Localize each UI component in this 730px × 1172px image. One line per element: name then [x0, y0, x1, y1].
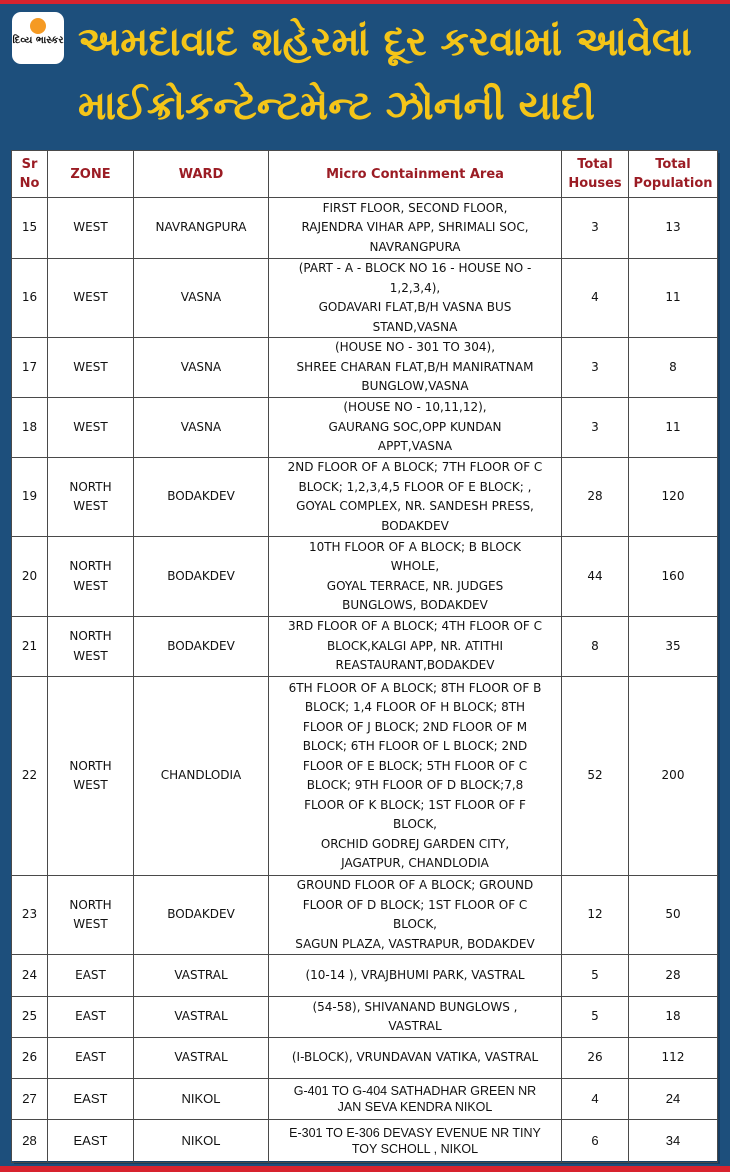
- table-row: [12, 617, 718, 677]
- cell-zone: WEST: [48, 259, 134, 338]
- cell-zone: EAST: [48, 955, 134, 997]
- cell-zone: NORTH WEST: [48, 537, 134, 617]
- containment-table-container: [11, 150, 717, 1161]
- cell-zone: EAST: [48, 1079, 134, 1120]
- logo-text: દિવ્ય ભાસ્કર: [12, 35, 64, 46]
- cell-houses: 4: [562, 259, 629, 338]
- cell-houses: 5: [562, 955, 629, 997]
- cell-ward: CHANDLODIA: [134, 677, 269, 876]
- cell-area: FIRST FLOOR, SECOND FLOOR, RAJENDRA VIHAR APP, SHRIMALI SOC, NAVRANGPURA: [269, 198, 562, 259]
- cell-population: 160: [629, 537, 718, 617]
- cell-ward: BODAKDEV: [134, 537, 269, 617]
- cell-zone: NORTH WEST: [48, 876, 134, 955]
- cell-ward: NIKOL: [134, 1079, 269, 1120]
- cell-zone: NORTH WEST: [48, 458, 134, 537]
- cell-houses: 3: [562, 338, 629, 398]
- cell-area: 10TH FLOOR OF A BLOCK; B BLOCK WHOLE, GOYAL TERRACE, NR. JUDGES BUNGLOWS, BODAKDEV: [269, 537, 562, 617]
- cell-zone: EAST: [48, 997, 134, 1038]
- cell-sr-no: 20: [12, 537, 48, 617]
- cell-sr-no: 17: [12, 338, 48, 398]
- divya-bhaskar-logo: [12, 12, 64, 64]
- table-header-row: [12, 151, 718, 198]
- cell-area: (10-14 ), VRAJBHUMI PARK, VASTRAL: [269, 955, 562, 997]
- header-sr-no: Sr No: [12, 151, 48, 198]
- cell-sr-no: 15: [12, 198, 48, 259]
- cell-zone: WEST: [48, 338, 134, 398]
- cell-population: 50: [629, 876, 718, 955]
- cell-ward: VASNA: [134, 338, 269, 398]
- header-area: Micro Containment Area: [269, 151, 562, 198]
- cell-sr-no: 16: [12, 259, 48, 338]
- table-row: [12, 398, 718, 458]
- cell-ward: VASNA: [134, 398, 269, 458]
- table-row: [12, 997, 718, 1038]
- cell-sr-no: 27: [12, 1079, 48, 1120]
- cell-sr-no: 21: [12, 617, 48, 677]
- cell-houses: 12: [562, 876, 629, 955]
- cell-houses: 26: [562, 1038, 629, 1079]
- cell-ward: VASNA: [134, 259, 269, 338]
- cell-area: 6TH FLOOR OF A BLOCK; 8TH FLOOR OF B BLOCK; 1,4 FLOOR OF H BLOCK; 8TH FLOOR OF J BLOCK; 2ND FLOOR OF M BLOCK; 6TH FLOOR OF L BLOCK; 2ND FLOOR OF E BLOCK; 5TH FLOOR OF C BLOCK; 9TH FLOOR OF D BLOCK;7,8 FLOOR OF K BLOCK; 1ST FLOOR OF F BLOCK, ORCHID GODREJ GARDEN CITY, JAGATPUR, CHANDLODIA: [269, 677, 562, 876]
- cell-area: G-401 TO G-404 SATHADHAR GREEN NR JAN SEVA KENDRA NIKOL: [269, 1079, 562, 1120]
- cell-population: 112: [629, 1038, 718, 1079]
- table-row: [12, 1120, 718, 1163]
- table-row: [12, 198, 718, 259]
- cell-sr-no: 26: [12, 1038, 48, 1079]
- cell-houses: 3: [562, 198, 629, 259]
- page-title-line-2: માઈક્રોકન્ટેન્ટમેન્ટ ઝોનની યાદી: [78, 83, 596, 129]
- header-population: Total Population: [629, 151, 718, 198]
- top-red-bar: [0, 0, 730, 4]
- header-zone: ZONE: [48, 151, 134, 198]
- cell-area: (I-BLOCK), VRUNDAVAN VATIKA, VASTRAL: [269, 1038, 562, 1079]
- cell-ward: VASTRAL: [134, 1038, 269, 1079]
- cell-sr-no: 24: [12, 955, 48, 997]
- cell-sr-no: 28: [12, 1120, 48, 1163]
- cell-population: 13: [629, 198, 718, 259]
- cell-sr-no: 23: [12, 876, 48, 955]
- cell-area: (HOUSE NO - 301 TO 304), SHREE CHARAN FLAT,B/H MANIRATNAM BUNGLOW,VASNA: [269, 338, 562, 398]
- cell-ward: NIKOL: [134, 1120, 269, 1163]
- cell-houses: 5: [562, 997, 629, 1038]
- cell-zone: EAST: [48, 1038, 134, 1079]
- cell-ward: BODAKDEV: [134, 458, 269, 537]
- cell-sr-no: 25: [12, 997, 48, 1038]
- cell-zone: EAST: [48, 1120, 134, 1163]
- sun-logo-icon: [30, 18, 46, 34]
- cell-population: 18: [629, 997, 718, 1038]
- cell-area: (PART - A - BLOCK NO 16 - HOUSE NO - 1,2,3,4), GODAVARI FLAT,B/H VASNA BUS STAND,VASNA: [269, 259, 562, 338]
- cell-zone: WEST: [48, 198, 134, 259]
- cell-houses: 28: [562, 458, 629, 537]
- cell-ward: BODAKDEV: [134, 617, 269, 677]
- header-houses: Total Houses: [562, 151, 629, 198]
- cell-population: 200: [629, 677, 718, 876]
- cell-houses: 6: [562, 1120, 629, 1163]
- cell-houses: 8: [562, 617, 629, 677]
- table-row: [12, 259, 718, 338]
- cell-sr-no: 18: [12, 398, 48, 458]
- cell-area: (HOUSE NO - 10,11,12), GAURANG SOC,OPP KUNDAN APPT,VASNA: [269, 398, 562, 458]
- cell-houses: 4: [562, 1079, 629, 1120]
- bottom-red-bar: [0, 1166, 730, 1172]
- table-row: [12, 1079, 718, 1120]
- table-row: [12, 677, 718, 876]
- cell-area: 2ND FLOOR OF A BLOCK; 7TH FLOOR OF C BLOCK; 1,2,3,4,5 FLOOR OF E BLOCK; , GOYAL COMPLEX, NR. SANDESH PRESS, BODAKDEV: [269, 458, 562, 537]
- table-row: [12, 537, 718, 617]
- header-ward: WARD: [134, 151, 269, 198]
- cell-houses: 44: [562, 537, 629, 617]
- cell-population: 11: [629, 398, 718, 458]
- table-row: [12, 955, 718, 997]
- cell-area: E-301 TO E-306 DEVASY EVENUE NR TINY TOY SCHOLL , NIKOL: [269, 1120, 562, 1163]
- containment-table: [11, 150, 718, 1163]
- cell-houses: 52: [562, 677, 629, 876]
- cell-population: 8: [629, 338, 718, 398]
- cell-zone: NORTH WEST: [48, 677, 134, 876]
- table-row: [12, 1038, 718, 1079]
- cell-population: 35: [629, 617, 718, 677]
- cell-sr-no: 22: [12, 677, 48, 876]
- cell-area: (54-58), SHIVANAND BUNGLOWS , VASTRAL: [269, 997, 562, 1038]
- cell-population: 28: [629, 955, 718, 997]
- cell-ward: VASTRAL: [134, 955, 269, 997]
- cell-ward: NAVRANGPURA: [134, 198, 269, 259]
- table-row: [12, 338, 718, 398]
- cell-population: 120: [629, 458, 718, 537]
- table-row: [12, 458, 718, 537]
- cell-sr-no: 19: [12, 458, 48, 537]
- cell-population: 34: [629, 1120, 718, 1163]
- cell-zone: WEST: [48, 398, 134, 458]
- cell-area: GROUND FLOOR OF A BLOCK; GROUND FLOOR OF D BLOCK; 1ST FLOOR OF C BLOCK, SAGUN PLAZA, VASTRAPUR, BODAKDEV: [269, 876, 562, 955]
- page-title-line-1: અમદાવાદ શહેરમાં દૂર કરવામાં આવેલા: [78, 19, 692, 65]
- cell-ward: VASTRAL: [134, 997, 269, 1038]
- cell-houses: 3: [562, 398, 629, 458]
- table-row: [12, 876, 718, 955]
- cell-ward: BODAKDEV: [134, 876, 269, 955]
- cell-zone: NORTH WEST: [48, 617, 134, 677]
- cell-population: 11: [629, 259, 718, 338]
- cell-population: 24: [629, 1079, 718, 1120]
- cell-area: 3RD FLOOR OF A BLOCK; 4TH FLOOR OF C BLOCK,KALGI APP, NR. ATITHI REASTAURANT,BODAKDEV: [269, 617, 562, 677]
